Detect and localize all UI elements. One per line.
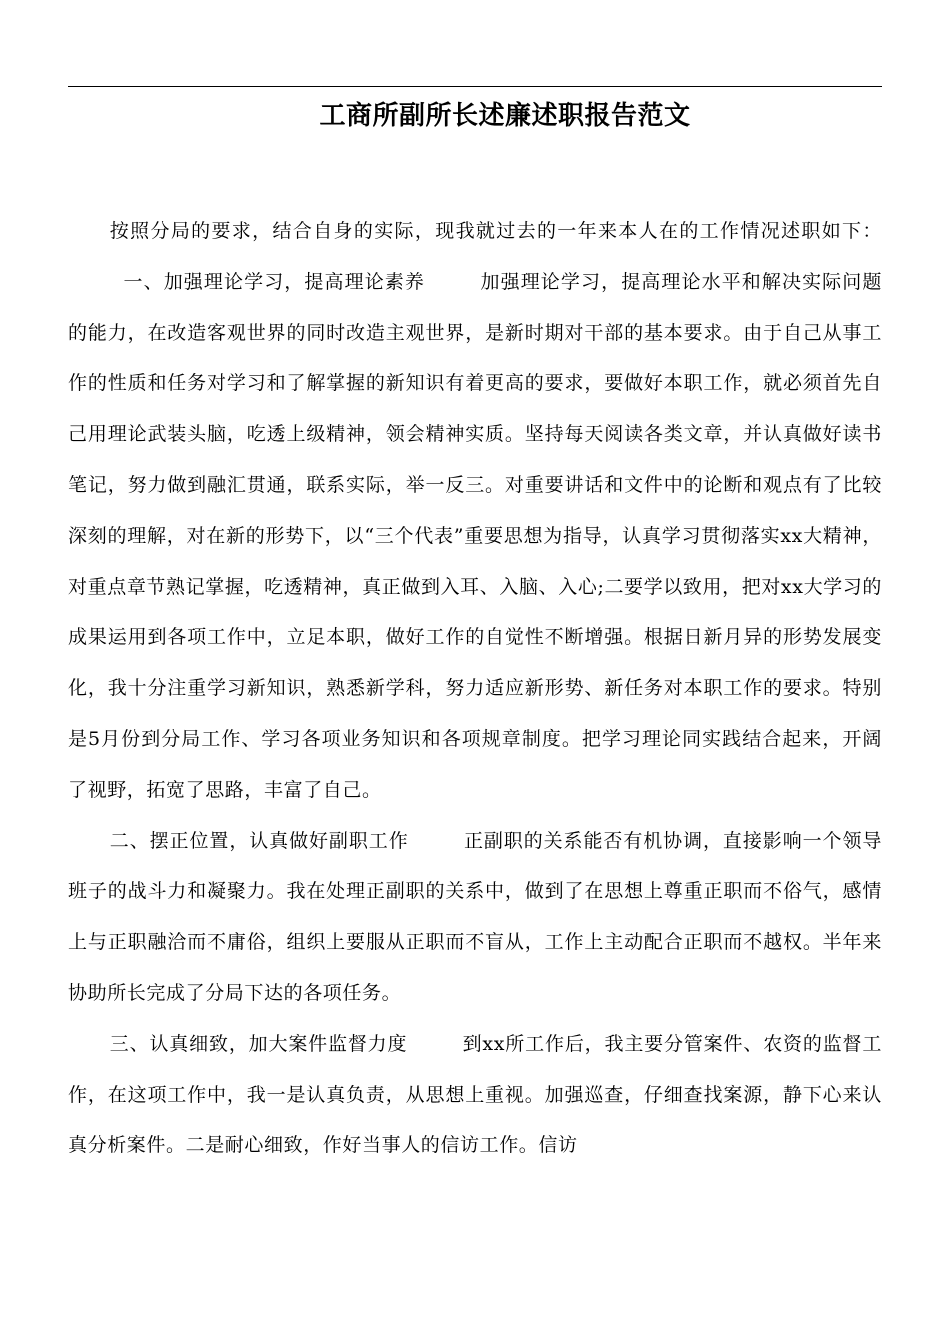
document-title: 工商所副所长述廉述职报告范文 bbox=[319, 101, 691, 131]
paragraph-3-body: 到xx所工作后，我主要分管案件、农资的监督工作，在这项工作中，我一是认真负责，从思想上重视。加强巡查，仔细查找案源，静下心来认真分析案件。二是耐心细致，作好当事人的信访工作。信访 bbox=[68, 1032, 882, 1157]
section-heading-2: 二、摆正位置，认真做好副职工作 bbox=[109, 829, 409, 852]
document-body bbox=[68, 206, 882, 1171]
section-heading-3: 三、认真细致，加大案件监督力度 bbox=[109, 1032, 408, 1055]
paragraph-2-body: 正副职的关系能否有机协调，直接影响一个领导班子的战斗力和凝聚力。我在处理正副职的关系中，做到了在思想上尊重正职而不俗气，感情上与正职融洽而不庸俗，组织上要服从正职而不盲从，工作上主动配合正职而不越权。半年来协助所长完成了分局下达的各项任务。 bbox=[68, 829, 882, 1004]
paragraph-2 bbox=[68, 816, 882, 1019]
header-rule bbox=[68, 86, 882, 87]
paragraph-1 bbox=[68, 206, 882, 816]
paragraph-1-body: 加强理论学习，提高理论水平和解决实际问题的能力，在改造客观世界的同时改造主观世界，是新时期对干部的基本要求。由于自己从事工作的性质和任务对学习和了解掌握的新知识有着更高的要求，要做好本职工作，就必须首先自己用理论武装头脑，吃透上级精神，领会精神实质。坚持每天阅读各类文章，并认真做好读书笔记，努力做到融汇贯通，联系实际，举一反三。对重要讲话和文件中的论断和观点有了比较深刻的理解，对在新的形势下，以“三个代表”重要思想为指导，认真学习贯彻落实xx大精神，对重点章节熟记掌握，吃透精神，真正做到入耳、入脑、入心;二要学以致用，把对xx大学习的成果运用到各项工作中，立足本职，做好工作的自觉性不断增强。根据日新月异的形势发展变化，我十分注重学习新知识，熟悉新学科，努力适应新形势、新任务对本职工作的要求。特别是5月份到分局工作、学习各项业务知识和各项规章制度。把学习理论同实践结合起来，开阔了视野，拓宽了思路，丰富了自己。 bbox=[68, 270, 882, 801]
paragraph-3 bbox=[68, 1019, 882, 1171]
paragraph-1-intro: 按照分局的要求，结合自身的实际，现我就过去的一年来本人在的工作情况述职如下： bbox=[109, 220, 882, 242]
section-heading-1: 一、加强理论学习，提高理论素养 bbox=[123, 270, 425, 293]
